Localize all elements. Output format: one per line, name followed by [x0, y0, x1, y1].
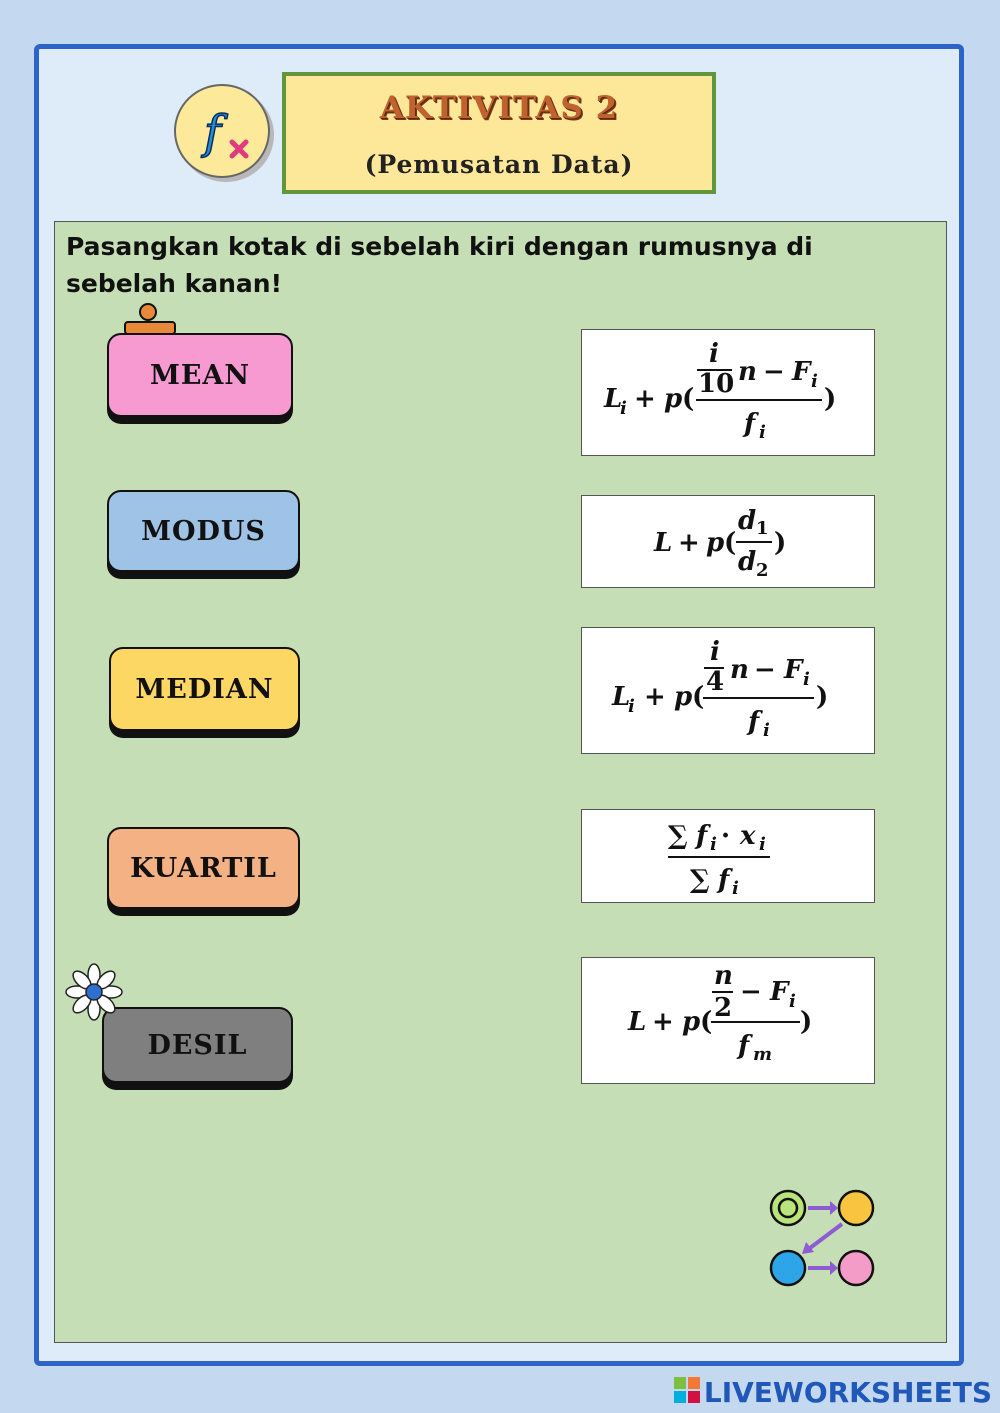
- svg-text:n: n: [730, 655, 749, 685]
- svg-text:d: d: [738, 547, 757, 577]
- term-median-label: MEDIAN: [135, 673, 274, 705]
- page-subtitle: (Pemusatan Data): [364, 150, 634, 179]
- svg-text:L: L: [654, 528, 673, 558]
- svg-text:(: (: [682, 384, 695, 414]
- svg-text:n: n: [714, 961, 733, 991]
- term-modus-label: MODUS: [141, 515, 266, 547]
- title-box: [282, 72, 716, 194]
- svg-text:i: i: [789, 991, 796, 1012]
- term-desil[interactable]: [102, 1007, 293, 1083]
- svg-text:i: i: [763, 720, 770, 741]
- svg-text:(: (: [692, 682, 705, 712]
- svg-text:−: −: [754, 655, 776, 685]
- term-median[interactable]: [109, 647, 300, 731]
- pin-icon: [122, 302, 178, 336]
- median-formula: [582, 958, 876, 1085]
- matching-abcd-icon: [768, 1188, 880, 1290]
- svg-text:i: i: [628, 696, 635, 717]
- svg-text:): ): [800, 1007, 813, 1037]
- page-title: AKTIVITAS 2: [379, 90, 619, 126]
- instruction-text: Pasangkan kotak di sebelah kiri dengan rumusnya di sebelah kanan!: [66, 232, 813, 298]
- svg-text:(: (: [700, 1007, 713, 1037]
- svg-text:−: −: [740, 977, 762, 1007]
- modus-formula: [582, 496, 876, 589]
- term-kuartil-label: KUARTIL: [130, 852, 277, 884]
- flower-icon: [64, 962, 124, 1022]
- svg-text:f: f: [748, 707, 760, 737]
- svg-text:i: i: [710, 637, 720, 667]
- svg-text:i: i: [803, 669, 810, 690]
- svg-text:f: f: [696, 821, 708, 851]
- formula-box-desil[interactable]: [581, 329, 875, 456]
- formula-box-median[interactable]: [581, 957, 875, 1084]
- svg-text:−: −: [763, 357, 785, 387]
- svg-text:4: 4: [706, 667, 725, 697]
- kuartil-formula: [582, 628, 876, 755]
- svg-text:+: +: [644, 682, 666, 712]
- svg-text:f: f: [738, 1031, 750, 1061]
- svg-text:i: i: [710, 834, 717, 855]
- svg-text:L: L: [628, 1007, 647, 1037]
- term-kuartil[interactable]: [107, 827, 300, 909]
- svg-text:x: x: [740, 821, 756, 851]
- svg-text:F: F: [784, 655, 803, 685]
- svg-text:p: p: [664, 384, 683, 414]
- svg-text:F: F: [770, 977, 789, 1007]
- formula-box-mean[interactable]: [581, 809, 875, 903]
- svg-text:L: L: [612, 682, 631, 712]
- svg-text:i: i: [759, 422, 766, 443]
- term-mean-label: MEAN: [149, 359, 251, 391]
- svg-text:m: m: [753, 1044, 773, 1065]
- svg-text:·: ·: [721, 821, 731, 851]
- svg-text:i: i: [732, 878, 739, 899]
- formula-box-kuartil[interactable]: [581, 627, 875, 754]
- svg-text:10: 10: [698, 369, 735, 399]
- svg-text:n: n: [738, 357, 757, 387]
- desil-formula: [582, 330, 876, 457]
- term-mean[interactable]: [107, 333, 293, 417]
- svg-text:f: f: [204, 105, 222, 159]
- svg-text:+: +: [678, 528, 700, 558]
- svg-text:f: f: [744, 409, 756, 439]
- svg-text:p: p: [682, 1007, 701, 1037]
- svg-text:d: d: [738, 506, 757, 536]
- svg-text:i: i: [709, 339, 719, 369]
- svg-text:2: 2: [714, 993, 733, 1023]
- svg-text:∑: ∑: [690, 865, 710, 895]
- fx-icon: [174, 84, 270, 178]
- formula-box-modus[interactable]: [581, 495, 875, 588]
- svg-text:): ): [774, 528, 787, 558]
- term-desil-label: DESIL: [147, 1029, 248, 1061]
- svg-text:): ): [824, 384, 837, 414]
- term-modus[interactable]: [107, 490, 300, 572]
- svg-text:F: F: [792, 357, 811, 387]
- svg-text:i: i: [811, 371, 818, 392]
- svg-text:∑: ∑: [668, 821, 688, 851]
- liveworksheets-logo-icon: [674, 1377, 700, 1407]
- footer-brand-text: LIVEWORKSHEETS: [703, 1375, 992, 1409]
- svg-text:i: i: [620, 398, 627, 419]
- svg-text:p: p: [706, 528, 725, 558]
- svg-text:+: +: [652, 1007, 674, 1037]
- mean-formula: [582, 810, 876, 904]
- svg-text:1: 1: [756, 518, 769, 539]
- svg-text:L: L: [604, 384, 623, 414]
- svg-text:+: +: [634, 384, 656, 414]
- svg-text:): ): [816, 682, 829, 712]
- footer-brand[interactable]: [674, 1375, 992, 1409]
- svg-text:(: (: [724, 528, 737, 558]
- svg-text:2: 2: [756, 560, 769, 581]
- svg-text:i: i: [759, 834, 766, 855]
- svg-text:f: f: [718, 865, 730, 895]
- svg-text:p: p: [674, 682, 693, 712]
